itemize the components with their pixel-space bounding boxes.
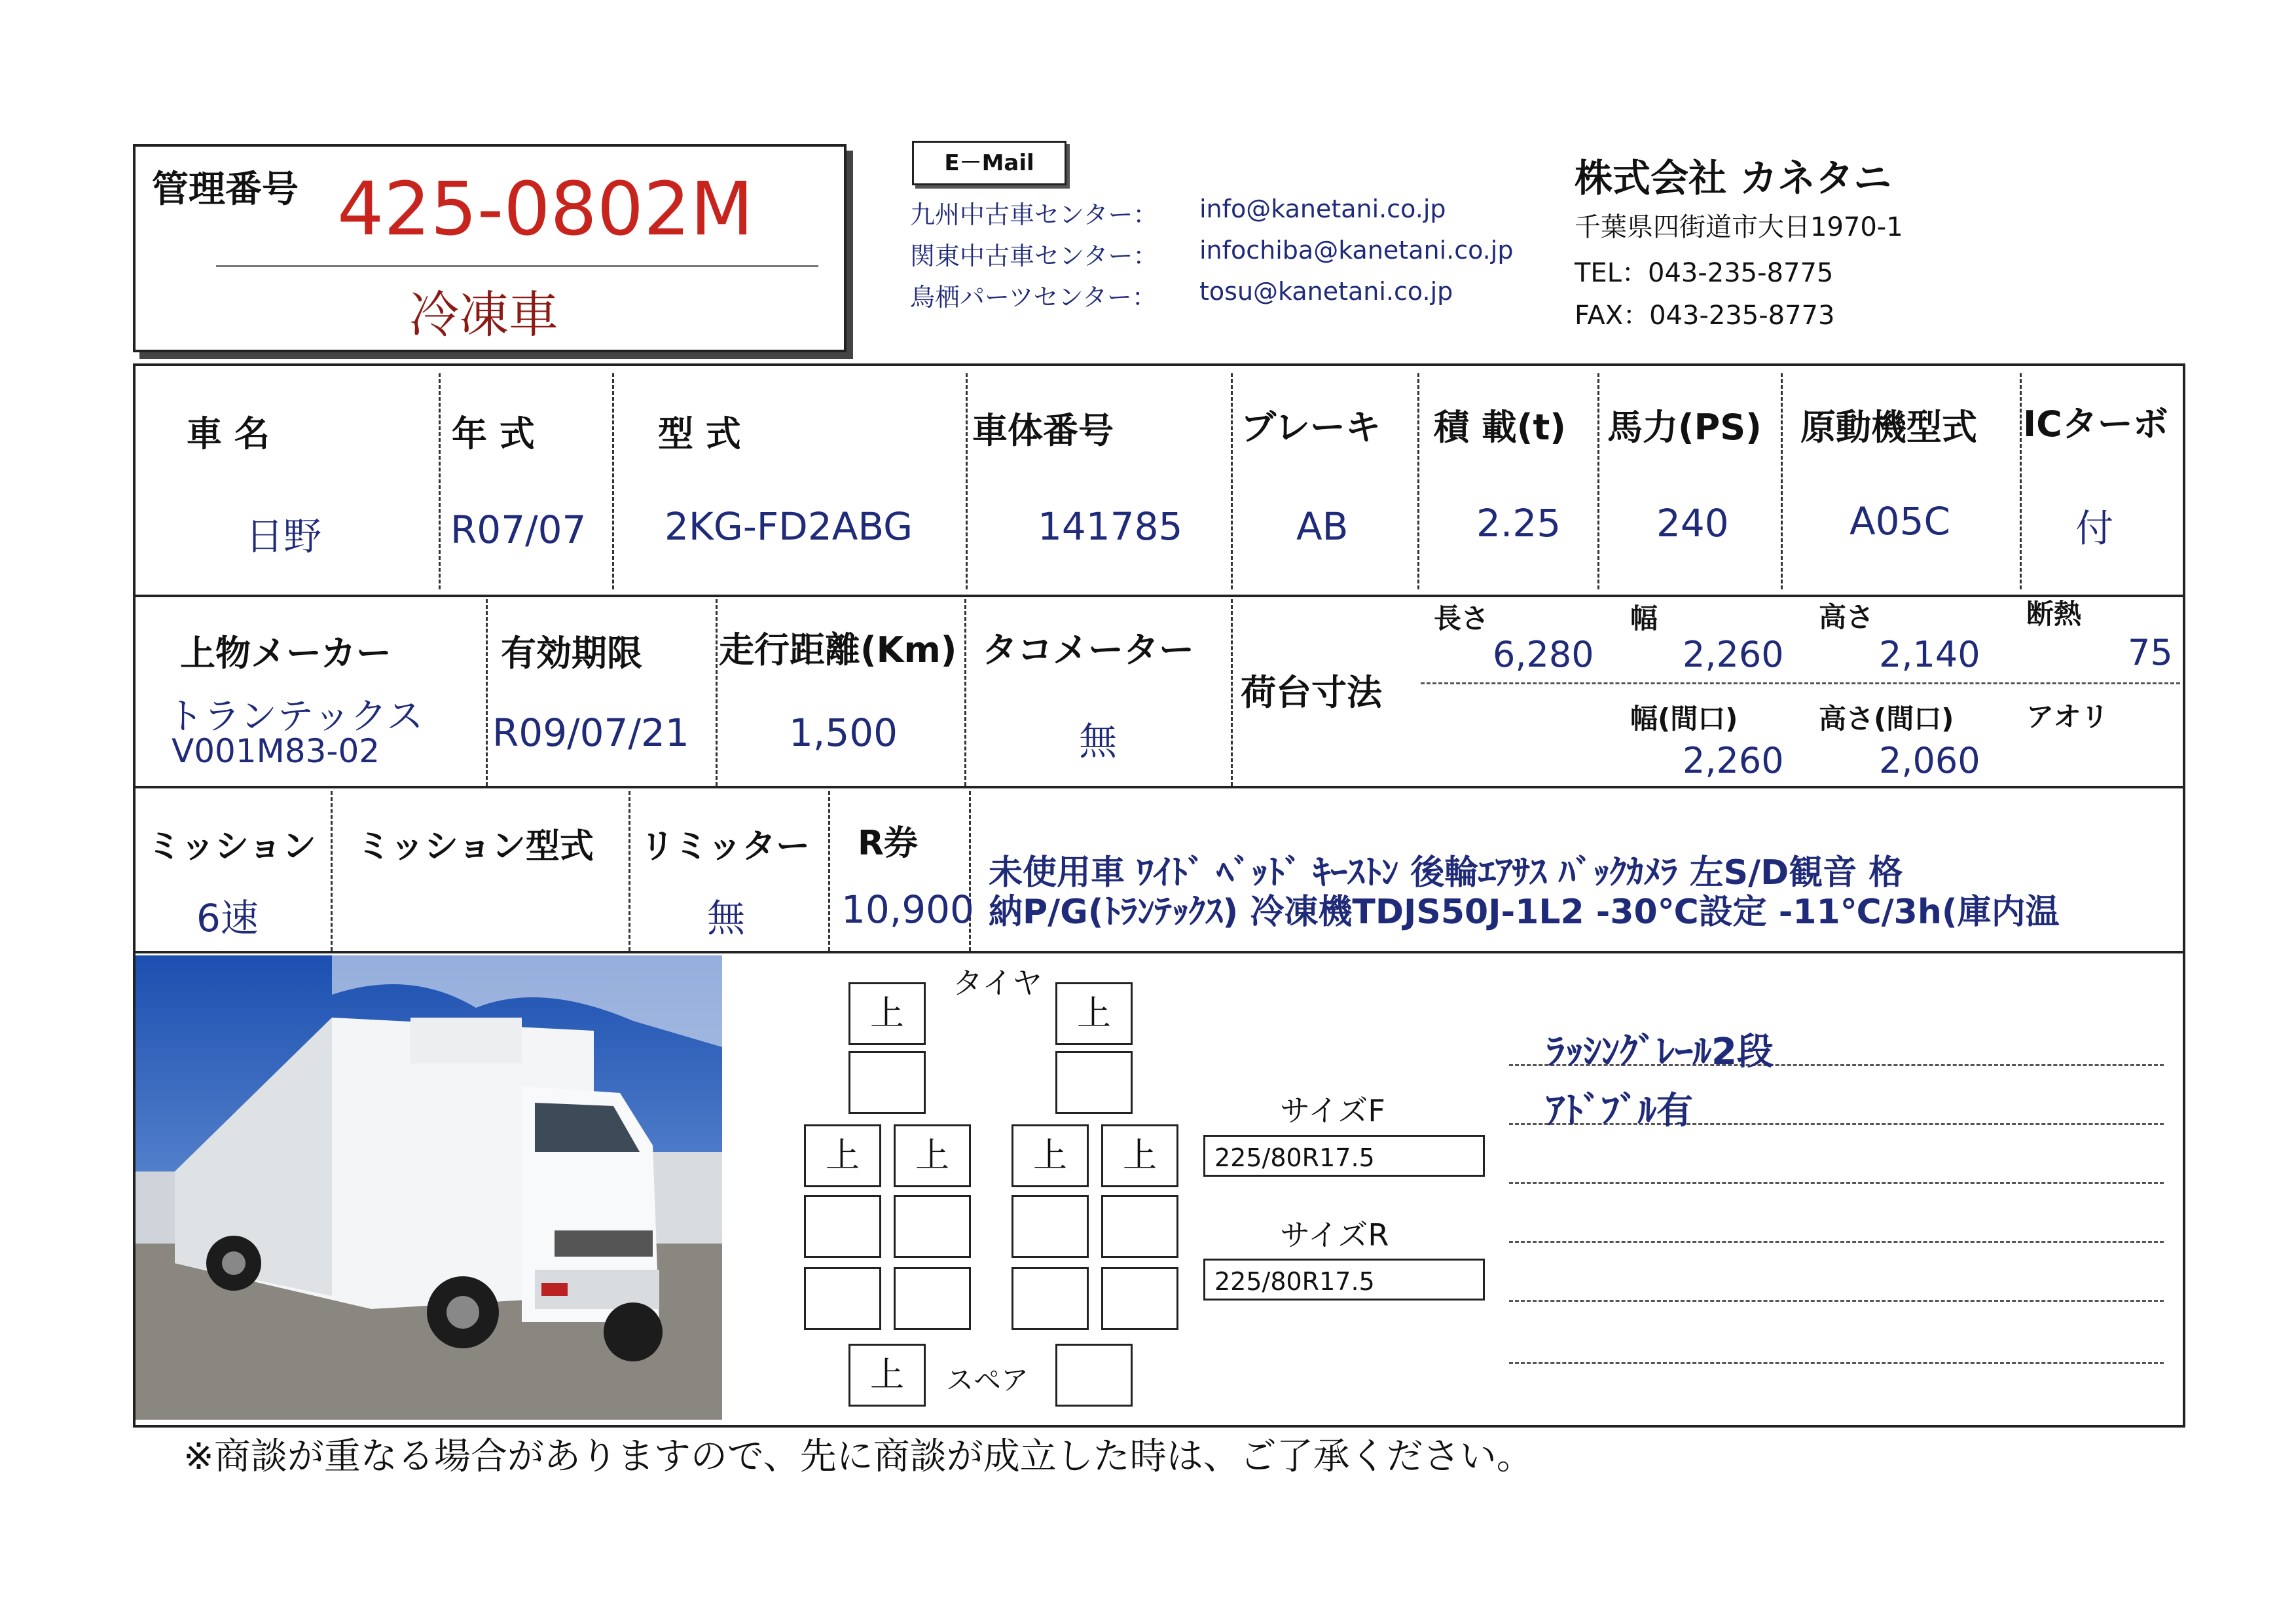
- val-car-name: 日野: [246, 514, 322, 559]
- limiter-value: 無: [707, 896, 746, 940]
- r-label: R券: [858, 824, 919, 863]
- tire-title: タイヤ: [953, 965, 1043, 1001]
- email-center-tosu: 鳥栖パーツセンター：: [910, 283, 1157, 312]
- tire-rear1-r2: 上: [1101, 1124, 1178, 1187]
- hdr-chassis: 車体番号: [972, 410, 1114, 451]
- mission-value: 6速: [196, 896, 259, 940]
- mileage-value: 1,500: [789, 710, 898, 755]
- tire-rear1-l1: 上: [804, 1124, 881, 1187]
- tire-spare-2: [1055, 1344, 1133, 1407]
- hdr-year: 年 式: [452, 413, 535, 454]
- email-center-kyushu: 九州中古車センター：: [910, 200, 1158, 229]
- tire-rear2-r2: [1101, 1195, 1178, 1258]
- tire-spare-1: 上: [848, 1344, 926, 1407]
- tire-rear2-l2: [894, 1195, 971, 1258]
- hdr-engine: 原動機型式: [1800, 407, 1977, 448]
- tire-rear3-r2: [1101, 1267, 1178, 1330]
- maker-label: 上物メーカー: [180, 633, 392, 674]
- email-address-tosu[interactable]: tosu@kanetani.co.jp: [1199, 277, 1453, 306]
- email-address-kanto[interactable]: infochiba@kanetani.co.jp: [1199, 236, 1514, 265]
- tire-rear1-l2: 上: [894, 1124, 971, 1187]
- insulation-value: 75: [2128, 632, 2173, 673]
- mission-label: ミッション: [147, 827, 316, 866]
- val-load: 2.25: [1476, 501, 1561, 545]
- mission-type-label: ミッション型式: [357, 827, 594, 866]
- tire-rear3-r1: [1011, 1267, 1089, 1330]
- sep: [2020, 373, 2022, 589]
- vehicle-type: 冷凍車: [409, 286, 558, 344]
- sep: [629, 791, 630, 951]
- val-engine: A05C: [1850, 499, 1950, 544]
- company-address: 千葉県四街道市大日1970-1: [1575, 212, 1903, 242]
- size-f-value: 225/80R17.5: [1203, 1135, 1485, 1177]
- hdr-ic-turbo: ICターボ: [2023, 403, 2168, 445]
- id-divider: [216, 265, 818, 267]
- sep: [1231, 373, 1233, 589]
- length-label: 長さ: [1434, 602, 1489, 635]
- width-opening-value: 2,260: [1683, 740, 1784, 781]
- hdr-model: 型 式: [658, 413, 741, 454]
- company-name: 株式会社 カネタニ: [1575, 156, 1892, 200]
- expiry-label: 有効期限: [501, 633, 642, 674]
- width-opening-label: 幅(間口): [1630, 703, 1738, 735]
- notes-line1: 未使用車 ﾜｲﾄﾞ ﾍﾞｯﾄﾞ ｷｰｽﾄﾝ 後輪ｴｱｻｽ ﾊﾞｯｸｶﾒﾗ 左S/D観音 格: [989, 853, 1903, 893]
- hdr-brake: ブレーキ: [1241, 407, 1381, 448]
- row-divider-2: [133, 786, 2183, 788]
- size-f-label: サイズF: [1280, 1093, 1385, 1128]
- tire-front-right-inner: [1055, 1051, 1133, 1114]
- hdr-hp: 馬力(PS): [1607, 407, 1762, 448]
- height-label: 高さ: [1819, 601, 1874, 633]
- val-ic-turbo: 付: [2075, 506, 2114, 551]
- val-model: 2KG-FD2ABG: [665, 504, 913, 549]
- sep: [612, 373, 614, 589]
- row-divider-3: [133, 951, 2183, 953]
- size-r-value: 225/80R17.5: [1203, 1259, 1485, 1301]
- email-address-kyushu[interactable]: info@kanetani.co.jp: [1199, 194, 1446, 223]
- company-fax: FAX：043-235-8773: [1575, 301, 1835, 331]
- kanri-number: 425-0802M: [337, 167, 754, 252]
- sep: [1417, 373, 1419, 589]
- maker-value: トランテックス: [167, 695, 424, 738]
- hdr-car-name: 車 名: [187, 413, 270, 454]
- row-divider-1: [133, 595, 2183, 597]
- tire-rear1-r1: 上: [1011, 1124, 1089, 1187]
- footer-note: ※商談が重なる場合がありますので、先に商談が成立した時は、ご了承ください。: [183, 1435, 1533, 1478]
- sep: [331, 791, 333, 951]
- height-value: 2,140: [1879, 634, 1980, 675]
- tire-rear3-l1: [804, 1267, 881, 1330]
- sep: [486, 599, 488, 786]
- sep: [828, 791, 830, 951]
- height-opening-label: 高さ(間口): [1819, 703, 1954, 735]
- extras-line: [1509, 1300, 2164, 1302]
- mileage-label: 走行距離(Km): [719, 629, 957, 671]
- truck-photo: [136, 955, 722, 1420]
- sep: [439, 373, 441, 589]
- sep: [1781, 373, 1783, 589]
- tire-rear3-l2: [894, 1267, 971, 1330]
- hdr-load: 積 載(t): [1434, 407, 1566, 448]
- company-tel: TEL：043-235-8775: [1575, 258, 1834, 288]
- height-opening-value: 2,060: [1879, 740, 1980, 781]
- extras-line: [1509, 1362, 2164, 1364]
- email-center-kanto: 関東中古車センター：: [910, 242, 1158, 270]
- limiter-label: リミッター: [640, 827, 810, 866]
- notes-line2: 納P/G(ﾄﾗﾝﾃｯｸｽ) 冷凍機TDJS50J-1L2 -30℃設定 -11℃/3h(庫内温: [989, 893, 2060, 932]
- maker-model: V001M83-02: [172, 732, 380, 770]
- insulation-label: 断熱: [2026, 598, 2082, 630]
- sep: [1231, 599, 1233, 786]
- tire-front-left-outer: 上: [848, 982, 926, 1045]
- tire-front-right-outer: 上: [1055, 982, 1133, 1045]
- tacho-value: 無: [1079, 719, 1118, 764]
- tire-rear2-l1: [804, 1195, 881, 1258]
- extras-line1: ﾗｯｼﾝｸﾞﾚｰﾙ2段: [1546, 1031, 1774, 1073]
- val-year: R07/07: [450, 507, 587, 552]
- width-value: 2,260: [1683, 634, 1784, 675]
- val-brake: AB: [1296, 504, 1349, 549]
- length-value: 6,280: [1493, 634, 1594, 675]
- r-value: 10,900: [841, 887, 974, 932]
- expiry-value: R09/07/21: [492, 710, 689, 755]
- val-hp: 240: [1656, 501, 1729, 545]
- sep: [964, 599, 966, 786]
- extras-line: [1509, 1241, 2164, 1243]
- width-label: 幅: [1630, 602, 1658, 635]
- cargo-label: 荷台寸法: [1241, 672, 1382, 713]
- size-r-label: サイズR: [1280, 1217, 1389, 1253]
- cargo-divider: [1421, 682, 2180, 684]
- tire-front-left-inner: [848, 1051, 926, 1114]
- sep: [1597, 373, 1599, 589]
- sep: [716, 599, 718, 786]
- sep: [966, 373, 968, 589]
- spare-label: スペア: [946, 1364, 1029, 1396]
- tacho-label: タコメーター: [982, 629, 1194, 671]
- tire-rear2-r1: [1011, 1195, 1089, 1258]
- extras-line: [1509, 1182, 2164, 1184]
- aori-label: アオリ: [2026, 701, 2109, 733]
- kanri-label: 管理番号: [152, 168, 299, 211]
- email-tag: E－Mail: [912, 141, 1066, 185]
- val-chassis: 141785: [1038, 504, 1183, 549]
- extras-line2: ｱﾄﾞﾌﾞﾙ有: [1546, 1090, 1693, 1132]
